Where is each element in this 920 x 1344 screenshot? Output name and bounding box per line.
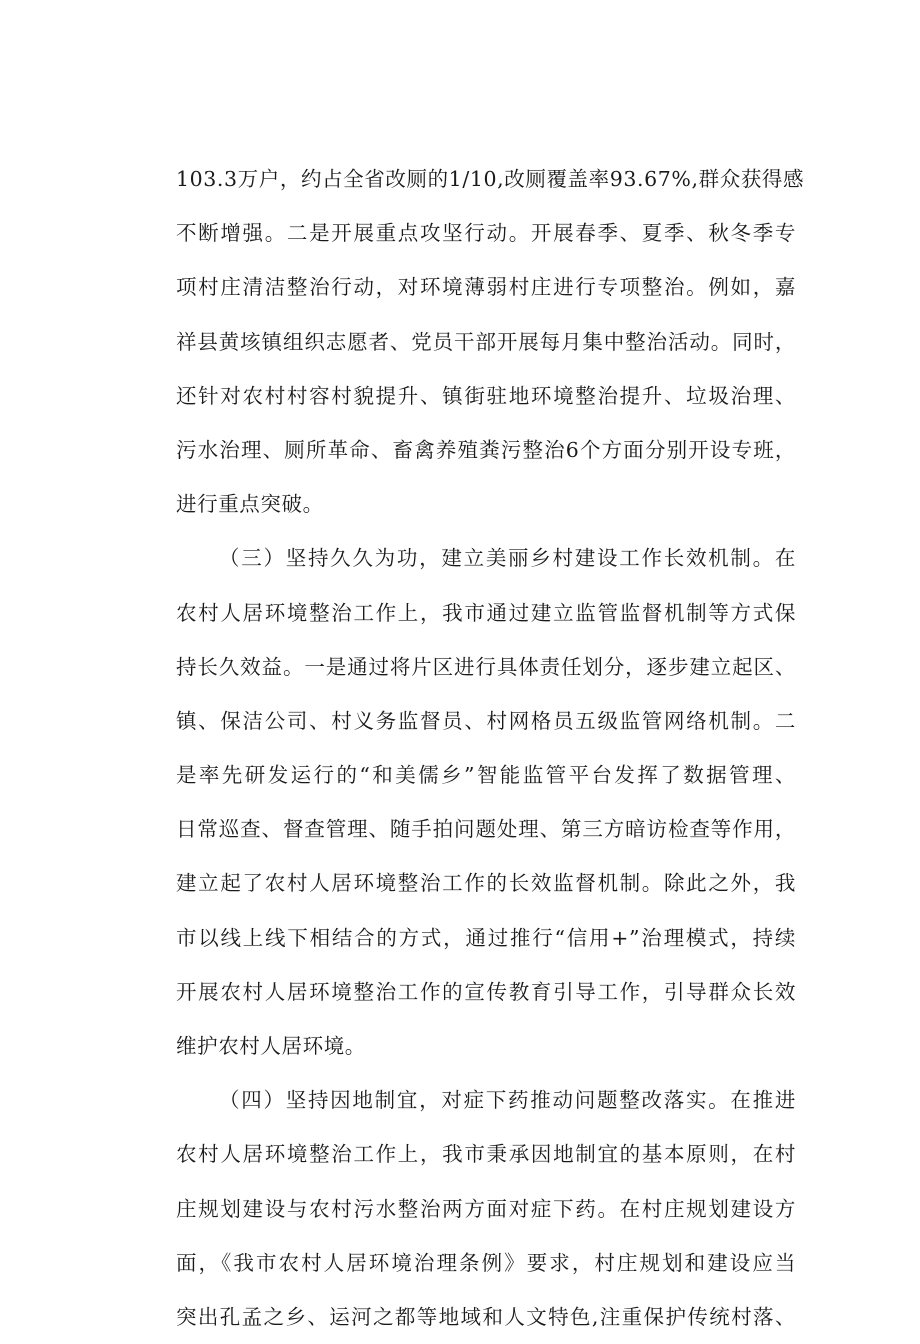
text-line: 103.3万户，约占全省改厕的1/10,改厕覆盖率93.67%,群众获得感 — [176, 167, 805, 191]
text-line: 项村庄清洁整治行动，对环境薄弱村庄进行专项整治。例如，嘉 — [176, 275, 796, 300]
text-line: 农村人居环境整治工作上，我市通过建立监管监督机制等方式保 — [176, 600, 796, 625]
text-line: （四）坚持因地制宜，对症下药推动问题整改落实。在推进 — [219, 1088, 796, 1113]
text-line: 是率先研发运行的“和美儒乡”智能监管平台发挥了数据管理、 — [176, 763, 796, 788]
text-line: 面，《我市农村人居环境治理条例》要求，村庄规划和建设应当 — [176, 1250, 796, 1275]
text-line: 开展农村人居环境整治工作的宣传教育引导工作，引导群众长效 — [176, 979, 796, 1004]
text-line: 污水治理、厕所革命、畜禽养殖粪污整治6个方面分别开设专班， — [176, 437, 796, 462]
text-line: 镇、保洁公司、村义务监督员、村网格员五级监管网络机制。二 — [176, 708, 796, 733]
text-line: （三）坚持久久为功，建立美丽乡村建设工作长效机制。在 — [219, 546, 796, 571]
text-line: 农村人居环境整治工作上，我市秉承因地制宜的基本原则，在村 — [176, 1142, 796, 1167]
text-line: 不断增强。二是开展重点攻坚行动。开展春季、夏季、秋冬季专 — [176, 221, 796, 246]
body-text — [176, 152, 805, 1344]
text-line: 庄规划建设与农村污水整治两方面对症下药。在村庄规划建设方 — [176, 1196, 796, 1221]
text-line: 还针对农村村容村貌提升、镇街驻地环境整治提升、垃圾治理、 — [176, 383, 796, 408]
text-line: 日常巡查、督查管理、随手拍问题处理、第三方暗访检查等作用， — [176, 817, 796, 842]
text-line: 市以线上线下相结合的方式，通过推行“信用+”治理模式，持续 — [176, 925, 796, 950]
text-line: 建立起了农村人居环境整治工作的长效监督机制。除此之外，我 — [176, 871, 796, 896]
text-line: 持长久效益。一是通过将片区进行具体责任划分，逐步建立起区、 — [176, 654, 796, 679]
text-line: 突出孔孟之乡、运河之都等地域和人文特色,注重保护传统村落、 — [176, 1304, 796, 1329]
text-line: 祥县黄垓镇组织志愿者、党员干部开展每月集中整治活动。同时， — [176, 329, 796, 354]
text-line: 进行重点突破。 — [176, 492, 324, 517]
text-line: 维护农村人居环境。 — [176, 1034, 366, 1058]
